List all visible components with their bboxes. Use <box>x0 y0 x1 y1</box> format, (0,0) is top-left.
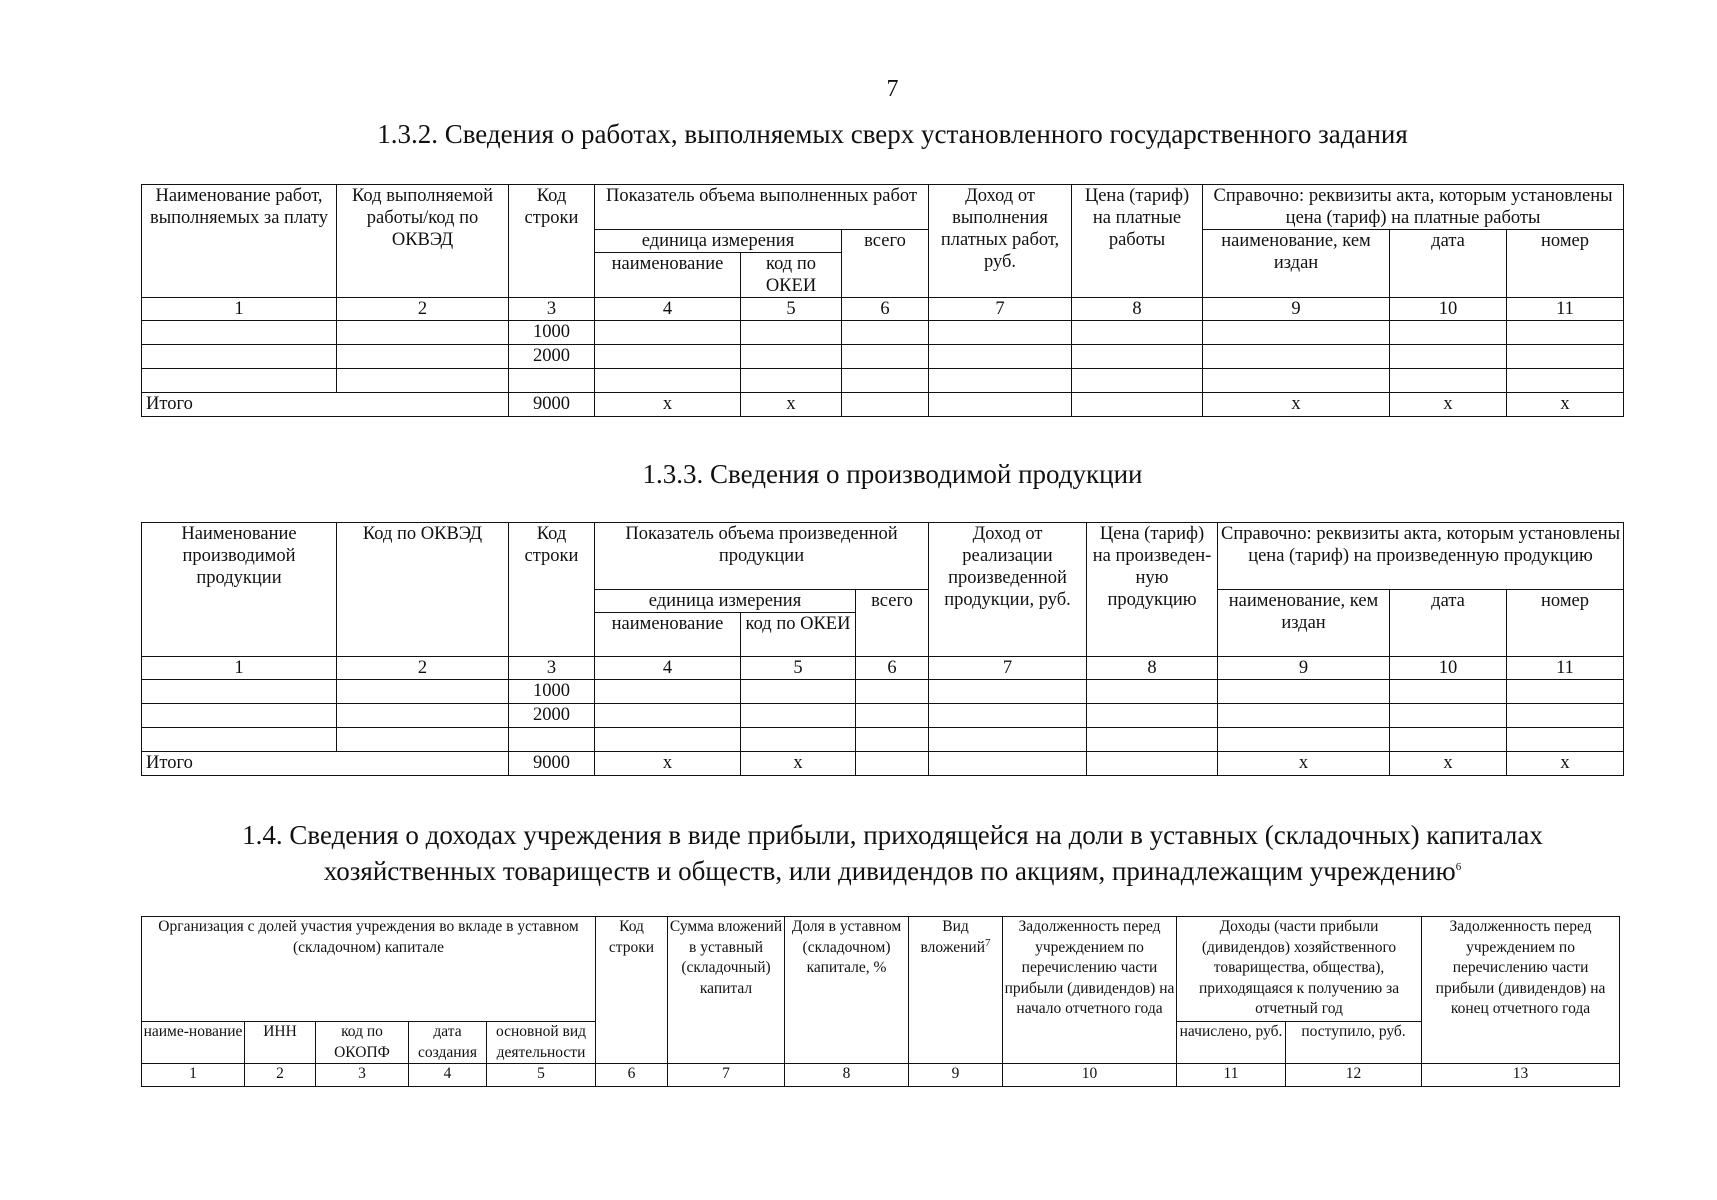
column-numbers-row <box>142 1064 1620 1087</box>
header-okopf: код по ОКОПФ <box>316 1022 409 1064</box>
col-num: 5 <box>487 1064 596 1087</box>
header-unit-code: код по ОКЕИ <box>741 253 842 298</box>
header-price: Цена (тариф) на произведен-ную продукцию <box>1087 523 1218 657</box>
header-ref-number: номер <box>1507 590 1624 657</box>
header-ref-name: наименование, кем издан <box>1218 590 1390 657</box>
col-num: 1 <box>142 298 337 321</box>
col-num: 7 <box>929 298 1072 321</box>
total-row <box>142 752 1624 776</box>
header-total: всего <box>856 590 929 657</box>
col-num: 9 <box>1218 657 1390 680</box>
header-price: Цена (тариф) на платные работы <box>1072 185 1203 298</box>
header-volume: Показатель объема произведенной продукции <box>595 523 929 590</box>
header-share: Доля в уставном (складочном) капитале, % <box>785 917 909 1064</box>
cell-x: x <box>1390 752 1507 776</box>
table-row <box>142 321 1624 345</box>
col-num: 7 <box>929 657 1087 680</box>
header-activity: основной вид деятельности <box>487 1022 596 1064</box>
col-num: 4 <box>595 298 741 321</box>
header-inn: ИНН <box>245 1022 316 1064</box>
header-debt-end: Задолженность перед учреждением по перечислению части прибыли (дивидендов) на конец отчетного года <box>1422 917 1620 1064</box>
header-unit: единица измерения <box>595 590 856 613</box>
line-code <box>509 369 595 393</box>
col-num: 8 <box>785 1064 909 1087</box>
total-label: Итого <box>142 393 509 417</box>
cell-x: x <box>1203 393 1390 417</box>
table-row <box>142 704 1624 728</box>
col-num: 6 <box>856 657 929 680</box>
works-table <box>141 184 1624 417</box>
section-1-4-title-line1: 1.4. Сведения о доходах учреждения в виде прибыли, приходящейся на доли в уставных (складочных) капиталах <box>242 820 1543 850</box>
header-line-code: Код строки <box>509 185 595 298</box>
footnote-mark: 6 <box>1455 861 1462 873</box>
header-unit-code: код по ОКЕИ <box>741 613 856 657</box>
header-work-code: Код выполняемой работы/код по ОКВЭД <box>337 185 509 298</box>
col-num: 13 <box>1422 1064 1620 1087</box>
col-num: 5 <box>741 298 842 321</box>
header-volume: Показатель объема выполненных работ <box>595 185 929 230</box>
col-num: 4 <box>595 657 741 680</box>
footnote-mark: 7 <box>985 936 991 949</box>
header-created: дата создания <box>409 1022 487 1064</box>
table-row <box>142 345 1624 369</box>
line-code: 2000 <box>509 345 595 369</box>
col-num: 3 <box>509 298 595 321</box>
table-row <box>142 369 1624 393</box>
header-unit: единица измерения <box>595 230 842 253</box>
col-num: 8 <box>1087 657 1218 680</box>
header-product-name: Наименование производимой продукции <box>142 523 337 657</box>
column-numbers-row <box>142 298 1624 321</box>
col-num: 8 <box>1072 298 1203 321</box>
col-num: 2 <box>337 298 509 321</box>
col-num: 10 <box>1003 1064 1177 1087</box>
header-total: всего <box>842 230 929 298</box>
header-unit-name: наименование <box>595 613 741 657</box>
table-row <box>142 728 1624 752</box>
col-num: 11 <box>1507 298 1624 321</box>
col-num: 2 <box>337 657 509 680</box>
header-unit-name: наименование <box>595 253 741 298</box>
total-row <box>142 393 1624 417</box>
column-numbers-row <box>142 657 1624 680</box>
col-num: 11 <box>1177 1064 1286 1087</box>
header-income: Доходы (части прибыли (дивидендов) хозяйственного товарищества, общества), приходящаяся к получению за отчетный год <box>1177 917 1422 1022</box>
line-code: 2000 <box>509 704 595 728</box>
line-code: 1000 <box>509 680 595 704</box>
line-code: 1000 <box>509 321 595 345</box>
col-num: 6 <box>596 1064 668 1087</box>
section-1-4-title-line2 <box>0 853 1717 889</box>
section-1-3-3-title: 1.3.3. Сведения о производимой продукции <box>642 459 1143 489</box>
header-kind <box>909 917 1003 1064</box>
col-num: 9 <box>1203 298 1390 321</box>
col-num: 10 <box>1390 298 1507 321</box>
header-investment: Сумма вложений в уставный (складочный) капитал <box>668 917 785 1064</box>
col-num: 5 <box>741 657 856 680</box>
line-code <box>509 728 595 752</box>
header-reference: Справочно: реквизиты акта, которым установлены цена (тариф) на произведенную продукцию <box>1218 523 1624 590</box>
line-code: 9000 <box>509 752 595 776</box>
header-reference: Справочно: реквизиты акта, которым установлены цена (тариф) на платные работы <box>1203 185 1624 230</box>
col-num: 6 <box>842 298 929 321</box>
total-label: Итого <box>142 752 509 776</box>
dividends-table <box>141 916 1620 1087</box>
header-line-code: Код строки <box>596 917 668 1064</box>
cell-x: x <box>1507 393 1624 417</box>
header-accrued: начислено, руб. <box>1177 1022 1286 1064</box>
header-received: поступило, руб. <box>1286 1022 1422 1064</box>
header-ref-name: наименование, кем издан <box>1203 230 1390 298</box>
col-num: 3 <box>316 1064 409 1087</box>
col-num: 4 <box>409 1064 487 1087</box>
cell-x: x <box>741 752 856 776</box>
col-num: 10 <box>1390 657 1507 680</box>
col-num: 1 <box>142 657 337 680</box>
header-ref-date: дата <box>1390 590 1507 657</box>
cell-x: x <box>595 752 741 776</box>
header-okved-code: Код по ОКВЭД <box>337 523 509 657</box>
cell-x: x <box>741 393 842 417</box>
header-line-code: Код строки <box>509 523 595 657</box>
cell-x: x <box>595 393 741 417</box>
header-org-name: наиме-нование <box>142 1022 245 1064</box>
col-num: 9 <box>909 1064 1003 1087</box>
line-code: 9000 <box>509 393 595 417</box>
table-row <box>142 680 1624 704</box>
col-num: 1 <box>142 1064 245 1087</box>
col-num: 7 <box>668 1064 785 1087</box>
col-num: 3 <box>509 657 595 680</box>
header-organization: Организация с долей участия учреждения во вкладе в уставном (складочном) капитале <box>142 917 596 1022</box>
section-1-4-title <box>0 817 1717 889</box>
header-income: Доход от реализации произведенной продукции, руб. <box>929 523 1087 657</box>
cell-x: x <box>1507 752 1624 776</box>
cell-x: x <box>1390 393 1507 417</box>
header-debt-start: Задолженность перед учреждением по перечислению части прибыли (дивидендов) на начало отчетного года <box>1003 917 1177 1064</box>
header-kind-text: Вид вложений <box>920 918 985 956</box>
header-income: Доход от выполнения платных работ, руб. <box>929 185 1072 298</box>
page-number: 7 <box>886 76 899 102</box>
header-ref-date: дата <box>1390 230 1507 298</box>
cell-x: x <box>1218 752 1390 776</box>
col-num: 2 <box>245 1064 316 1087</box>
col-num: 11 <box>1507 657 1624 680</box>
header-ref-number: номер <box>1507 230 1624 298</box>
section-1-3-2-title: 1.3.2. Сведения о работах, выполняемых сверх установленного государственного задания <box>377 119 1408 149</box>
header-work-name: Наименование работ, выполняемых за плату <box>142 185 337 298</box>
title-line2-text: хозяйственных товариществ и обществ, или дивидендов по акциям, принадлежащим учреждению <box>323 856 1456 886</box>
col-num: 12 <box>1286 1064 1422 1087</box>
products-table <box>141 522 1624 776</box>
